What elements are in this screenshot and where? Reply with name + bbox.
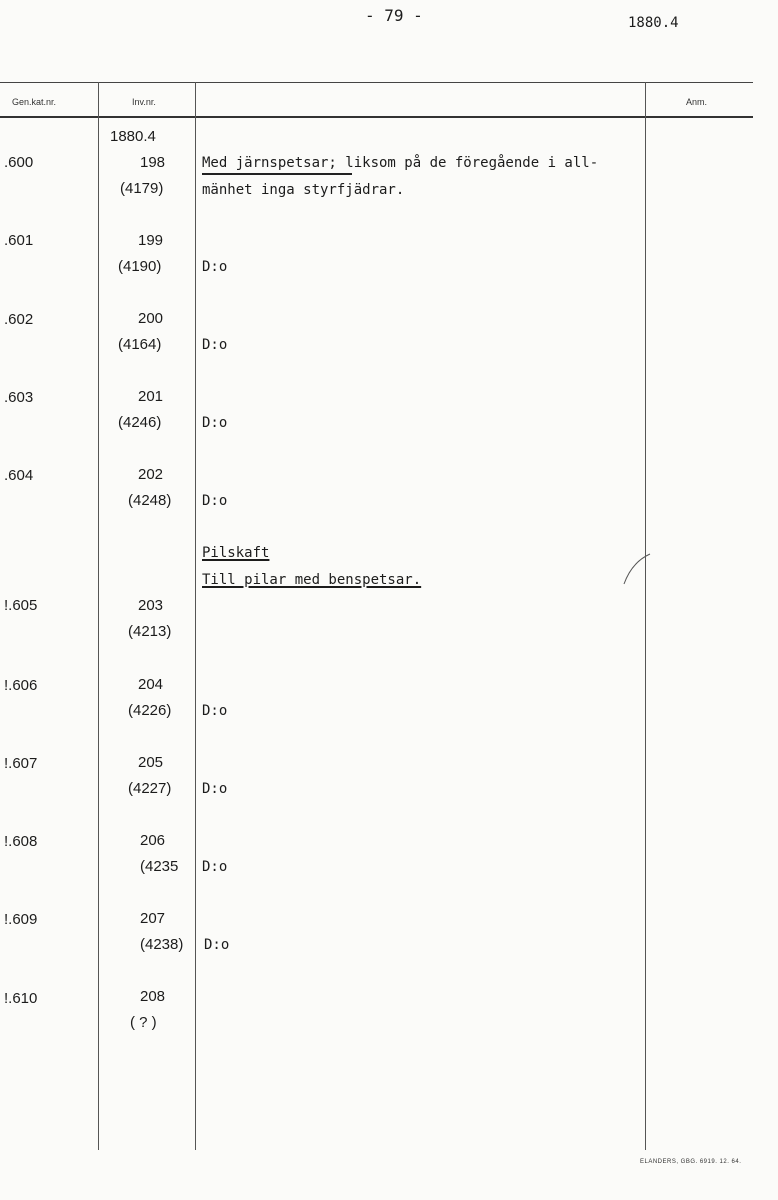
gen-kat-nr: !.605	[4, 597, 38, 614]
entry-text	[202, 155, 598, 171]
inv-nr: 207	[140, 910, 166, 927]
header-top-rule	[0, 82, 753, 83]
group-label: 1880.4	[110, 128, 156, 145]
inv-nr: 198	[140, 154, 166, 171]
gen-kat-nr: !.607	[4, 755, 38, 772]
old-nr: (4164)	[118, 336, 162, 353]
inv-nr: 200	[138, 310, 164, 327]
column-rule-inv	[195, 82, 196, 1150]
entry-text-continued: mänhet inga styrfjädrar.	[202, 182, 405, 198]
old-nr: (4248)	[128, 492, 172, 509]
inv-nr: 199	[138, 232, 164, 249]
column-rule-text	[645, 82, 646, 1150]
entry-text: D:o	[202, 859, 228, 875]
pencil-mark	[618, 552, 654, 586]
old-nr: (4227)	[128, 780, 172, 797]
inv-nr: 208	[140, 988, 166, 1005]
gen-kat-nr: .602	[4, 311, 34, 328]
page-reference: 1880.4	[628, 15, 679, 31]
header-bottom-rule	[0, 116, 753, 118]
gen-kat-nr: .601	[4, 232, 34, 249]
entry-text: D:o	[202, 259, 228, 275]
inv-nr: 203	[138, 597, 164, 614]
inv-nr: 204	[138, 676, 164, 693]
entry-text: D:o	[202, 493, 228, 509]
gen-kat-nr: !.609	[4, 911, 38, 928]
gen-kat-nr: .604	[4, 467, 34, 484]
column-header-anm: Anm.	[686, 97, 708, 107]
gen-kat-nr: !.610	[4, 990, 38, 1007]
old-nr: ( ? )	[130, 1014, 157, 1031]
inv-nr: 201	[138, 388, 164, 405]
gen-kat-nr: !.608	[4, 833, 38, 850]
entry-text: D:o	[202, 703, 228, 719]
entry-text-line: Med järnspetsar; liksom på de föregående i all-	[202, 155, 599, 171]
column-header-gen: Gen.kat.nr.	[12, 97, 57, 107]
section-subheading: Till pilar med benspetsar.	[202, 572, 422, 588]
column-header-inv: Inv.nr.	[132, 97, 156, 107]
inv-nr: 202	[138, 466, 164, 483]
inv-nr: 205	[138, 754, 164, 771]
entry-text: D:o	[204, 937, 230, 953]
old-nr: (4213)	[128, 623, 172, 640]
column-rule-gen	[98, 82, 99, 1150]
old-nr: (4238)	[140, 936, 184, 953]
old-nr: (4235	[140, 858, 179, 875]
printer-imprint: ELANDERS, GBG. 6919. 12. 64.	[640, 1159, 742, 1165]
old-nr: (4190)	[118, 258, 162, 275]
gen-kat-nr: !.606	[4, 677, 38, 694]
entry-text: D:o	[202, 337, 228, 353]
entry-text: D:o	[202, 781, 228, 797]
old-nr: (4246)	[118, 414, 162, 431]
old-nr: (4226)	[128, 702, 172, 719]
entry-text: D:o	[202, 415, 228, 431]
old-nr: (4179)	[120, 180, 164, 197]
underline-mark	[202, 173, 352, 175]
gen-kat-nr: .600	[4, 154, 34, 171]
section-heading: Pilskaft	[202, 545, 270, 561]
page-number: - 79 -	[365, 6, 423, 25]
inv-nr: 206	[140, 832, 166, 849]
gen-kat-nr: .603	[4, 389, 34, 406]
